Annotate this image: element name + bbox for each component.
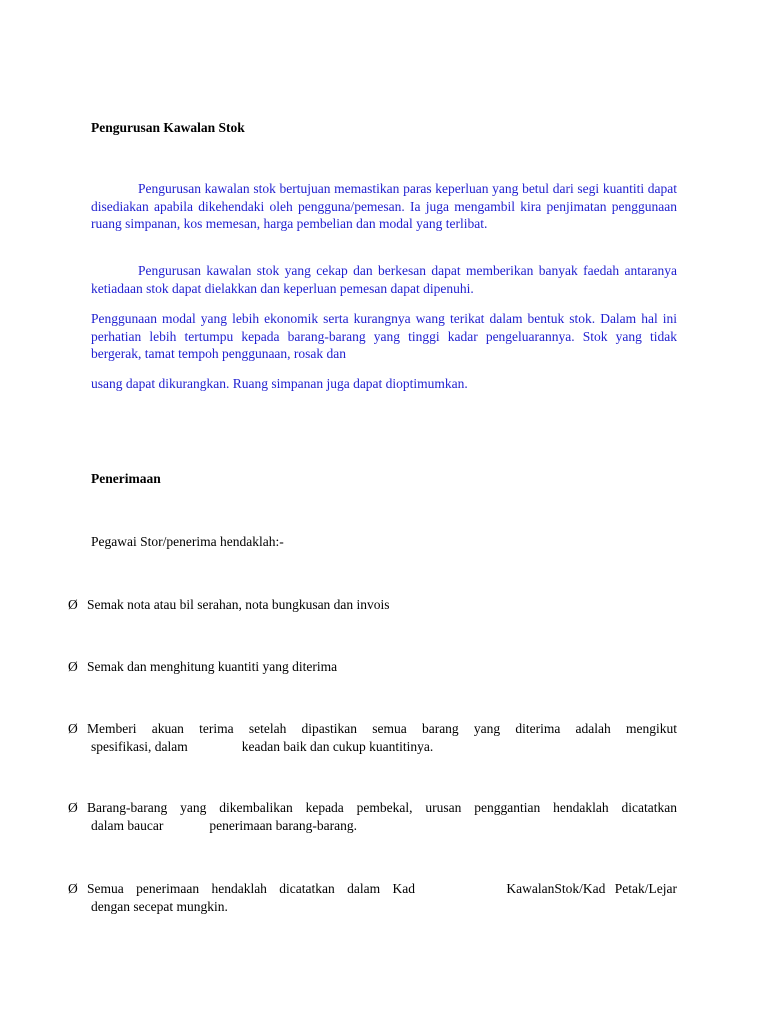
list-item-continuation <box>91 738 677 756</box>
list-item-text-part: penerimaan barang-barang. <box>209 817 358 833</box>
arrow-bullet-icon: Ø <box>68 881 78 896</box>
list-item-text: Semak nota atau bil serahan, nota bungkusan dan invois <box>87 597 390 612</box>
list-item-text-part: keadan baik dan cukup kuantitinya. <box>241 738 434 754</box>
arrow-bullet-icon: Ø <box>68 800 78 815</box>
paragraph-4: usang dapat dikurangkan. Ruang simpanan juga dapat dioptimumkan. <box>91 376 468 391</box>
list-item-text-part: dalam baucar <box>91 817 164 833</box>
arrow-bullet-icon: Ø <box>68 597 78 612</box>
list-item <box>68 596 677 614</box>
paragraph-1: Pengurusan kawalan stok bertujuan memastikan paras keperluan yang betul dari segi kuantiti dapat disediakan apabila dikehendaki oleh pengguna/pemesan. Ia juga mengambil kira penjimatan penggunaan ruang simpanan, kos memesan, harga pembelian dan modal yang terlibat. <box>91 181 677 232</box>
arrow-bullet-icon: Ø <box>68 721 78 736</box>
arrow-bullet-icon: Ø <box>68 659 78 674</box>
paragraph-3: Penggunaan modal yang lebih ekonomik serta kurangnya wang terikat dalam bentuk stok. Dalam hal ini perhatian lebih tertumpu kepada barang-barang yang tinggi kadar pengeluarannya. Stok yang tidak bergerak, tamat tempoh penggunaan, rosak dan <box>91 311 677 362</box>
list-item-text-part: Semua penerimaan hendaklah dicatatkan dalam Kad <box>87 881 416 896</box>
list-item <box>68 658 677 676</box>
paragraph-2: Pengurusan kawalan stok yang cekap dan berkesan dapat memberikan banyak faedah antaranya ketiadaan stok dapat dielakkan dan keperluan pemesan dapat dipenuhi. <box>91 263 677 296</box>
list-item <box>68 799 677 834</box>
list-item <box>68 720 677 755</box>
list-item-text <box>87 880 677 898</box>
list-item-text: Memberi akuan terima setelah dipastikan semua barang yang diterima adalah mengikut <box>87 721 677 736</box>
list-item-text-part: spesifikasi, dalam <box>91 738 188 754</box>
section-title-kawalan-stok: Pengurusan Kawalan Stok <box>91 120 245 135</box>
section-title-penerimaan: Penerimaan <box>91 471 161 486</box>
intro-line: Pegawai Stor/penerima hendaklah:- <box>91 534 284 549</box>
list-item-text-part: KawalanStok/Kad Petak/Lejar <box>506 881 677 896</box>
list-item <box>68 880 677 915</box>
list-item-continuation <box>91 817 677 835</box>
list-item-text: Barang-barang yang dikembalikan kepada pembekal, urusan penggantian hendaklah dicatatkan <box>87 800 677 815</box>
list-item-continuation: dengan secepat mungkin. <box>91 898 228 914</box>
list-item-text: Semak dan menghitung kuantiti yang diterima <box>87 659 338 674</box>
